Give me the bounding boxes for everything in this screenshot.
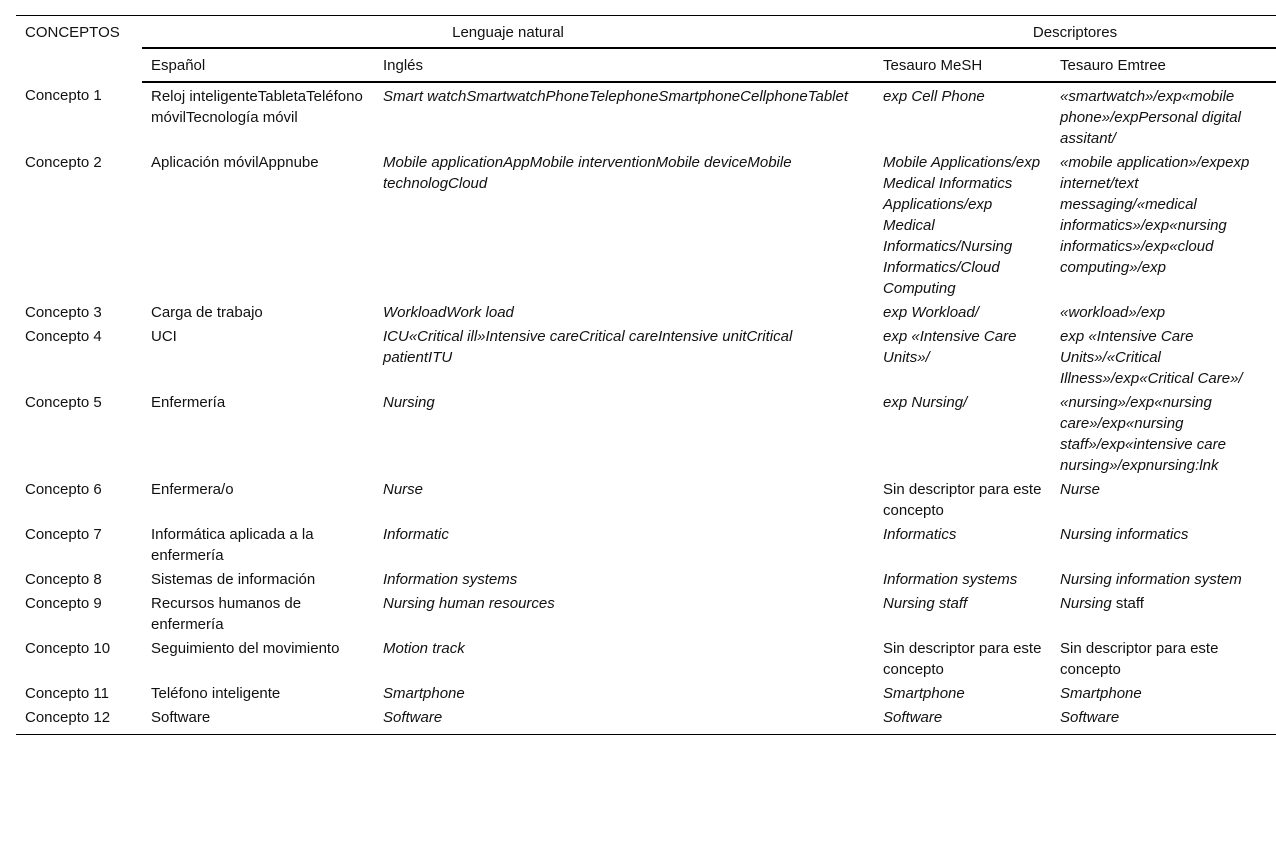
cell-mesh: Informatics — [883, 526, 957, 543]
table-row — [16, 301, 1276, 325]
table-row — [16, 637, 1276, 682]
cell-emtree — [1051, 592, 1276, 637]
header-mesh: Tesauro MeSH — [874, 48, 1051, 82]
cell-emtree: Nursing information system — [1060, 571, 1242, 588]
cell-mesh: exp «Intensive Care Units»/ — [883, 328, 1017, 366]
header-row-columns — [16, 48, 1276, 82]
cell-espanol: Carga de trabajo — [151, 304, 263, 321]
cell-espanol: Enfermería — [151, 394, 226, 411]
cell-concepto: Concepto 2 — [25, 154, 102, 171]
concepts-table — [16, 15, 1276, 735]
table-row — [16, 706, 1276, 735]
cell-emtree: exp «Intensive Care Units»/«Critical Illness»/exp«Critical Care»/ — [1060, 328, 1243, 387]
cell-ingles: Nurse — [383, 481, 424, 498]
table-row — [16, 82, 1276, 151]
table-row — [16, 478, 1276, 523]
table-row — [16, 523, 1276, 568]
cell-emtree: Sin descriptor para este concepto — [1060, 640, 1219, 678]
cell-emtree: Software — [1051, 706, 1276, 735]
cell-mesh: Information systems — [883, 571, 1018, 588]
table-row — [16, 592, 1276, 637]
cell-mesh: Smartphone — [883, 685, 965, 702]
cell-espanol: Reloj inteligenteTabletaTeléfono móvilTecnología móvil — [151, 88, 363, 126]
cell-concepto: Concepto 6 — [25, 481, 102, 498]
cell-ingles: Information systems — [383, 571, 518, 588]
cell-emtree: Nurse — [1060, 481, 1101, 498]
cell-mesh: exp Cell Phone — [883, 88, 985, 105]
table-row — [16, 682, 1276, 706]
header-row-groups — [16, 16, 1276, 49]
header-espanol: Español — [142, 48, 374, 82]
cell-mesh: Software — [874, 706, 1051, 735]
cell-concepto: Concepto 7 — [25, 526, 102, 543]
cell-ingles: Smartphone — [383, 685, 465, 702]
cell-concepto: Concepto 5 — [25, 394, 102, 411]
cell-ingles: Software — [374, 706, 874, 735]
cell-concepto: Concepto 1 — [25, 87, 102, 104]
cell-mesh: Sin descriptor para este concepto — [883, 481, 1042, 519]
header-ingles: Inglés — [374, 48, 874, 82]
header-descriptores: Descriptores — [874, 16, 1276, 49]
table-row — [16, 151, 1276, 301]
cell-ingles: Smart watchSmartwatchPhoneTelephoneSmartphoneCellphoneTablet — [383, 88, 849, 105]
cell-espanol: Teléfono inteligente — [151, 685, 281, 702]
cell-espanol: Sistemas de información — [151, 571, 316, 588]
cell-concepto: Concepto 11 — [25, 685, 109, 702]
cell-emtree: «nursing»/exp«nursing care»/exp«nursing staff»/exp«intensive care nursing»/expnursing:lnk — [1060, 394, 1226, 474]
cell-concepto: Concepto 10 — [25, 640, 111, 657]
cell-espanol: UCI — [151, 328, 177, 345]
cell-ingles: Nursing human resources — [383, 595, 555, 612]
cell-concepto: Concepto 9 — [25, 595, 102, 612]
cell-emtree: Nursing informatics — [1060, 526, 1189, 543]
header-conceptos: CONCEPTOS — [16, 16, 142, 83]
cell-ingles: Motion track — [383, 640, 465, 657]
cell-ingles: WorkloadWork load — [383, 304, 514, 321]
cell-ingles: Mobile applicationAppMobile interventionMobile deviceMobile technologCloud — [383, 154, 792, 192]
cell-espanol: Recursos humanos de enfermería — [151, 595, 302, 633]
cell-mesh: Sin descriptor para este concepto — [883, 640, 1042, 678]
cell-ingles: Informatic — [383, 526, 449, 543]
table-row — [16, 391, 1276, 478]
table-row — [16, 568, 1276, 592]
cell-espanol: Enfermera/o — [151, 481, 234, 498]
header-lenguaje-natural: Lenguaje natural — [142, 16, 874, 49]
header-emtree: Tesauro Emtree — [1051, 48, 1276, 82]
cell-concepto: Concepto 8 — [25, 571, 102, 588]
cell-espanol: Seguimiento del movimiento — [151, 640, 340, 657]
cell-concepto: Concepto 4 — [25, 328, 102, 345]
cell-espanol: Informática aplicada a la enfermería — [151, 526, 314, 564]
cell-concepto: Concepto 3 — [25, 304, 102, 321]
cell-espanol: Aplicación móvilAppnube — [151, 154, 319, 171]
cell-concepto: Concepto 12 — [16, 706, 142, 735]
cell-mesh: exp Nursing/ — [883, 394, 968, 411]
cell-espanol: Software — [142, 706, 374, 735]
cell-mesh: exp Workload/ — [883, 304, 979, 321]
cell-emtree-plain-part: staff — [1111, 595, 1144, 612]
cell-emtree: «mobile application»/expexp internet/text messaging/«medical informatics»/exp«nursing informatics»/exp«cloud computing»/exp — [1060, 154, 1250, 276]
cell-emtree: Smartphone — [1060, 685, 1142, 702]
cell-ingles: Nursing — [383, 394, 435, 411]
cell-ingles: ICU«Critical ill»Intensive careCritical careIntensive unitCritical patientITU — [383, 328, 793, 366]
cell-emtree-italic-part: Nursing — [1060, 595, 1112, 612]
cell-mesh: Mobile Applications/exp Medical Informatics Applications/exp Medical Informatics/Nursing Informatics/Cloud Computing — [883, 154, 1041, 297]
table-row — [16, 325, 1276, 391]
cell-mesh: Nursing staff — [883, 595, 968, 612]
cell-emtree: «workload»/exp — [1060, 304, 1166, 321]
cell-emtree: «smartwatch»/exp«mobile phone»/expPersonal digital assitant/ — [1060, 88, 1241, 147]
